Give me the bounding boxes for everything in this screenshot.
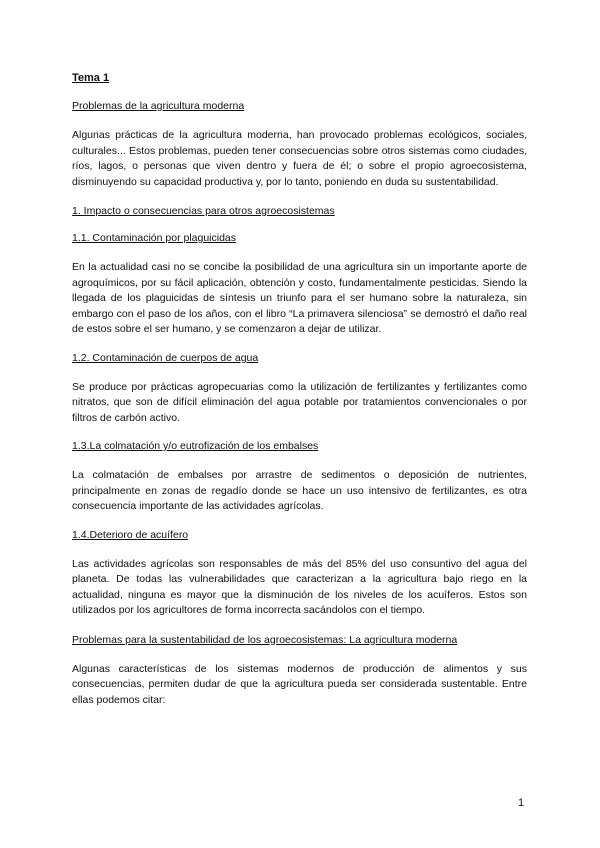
paragraph-1-4: Las actividades agrícolas son responsables de más del 85% del uso consuntivo del agua del planeta. De todas las vulnerabilidades que caracterizan a la agricultura bajo riego en la actualidad, ninguna es mayor que la disminución de los niveles de los acuíferos. Estos son utilizados por los agricultores de forma incorrecta sacándolos con el tiempo.	[72, 557, 527, 616]
heading-1-1: 1.1. Contaminación por plaguicidas	[72, 232, 237, 244]
paragraph-1-3: La colmatación de embalses por arrastre de sedimentos o deposición de nutrientes, principalmente en zonas de regadío donde se hace un uso intensivo de fertilizantes, es otra consecuencia importante de las actividades agrícolas.	[72, 469, 527, 512]
heading-1-3: 1.3.La colmatación y/o eutrofización de los embalses	[72, 440, 319, 452]
section-heading-main: Problemas de la agricultura moderna	[72, 100, 245, 112]
paragraph-1-2: Se produce por prácticas agropecuarias como la utilización de fertilizantes y fertilizantes como nitratos, que son de difícil eliminación del agua potable por tratamientos convencionales o por filtros de carbón activo.	[72, 380, 527, 424]
heading-1: 1. Impacto o consecuencias para otros agroecosistemas	[72, 205, 335, 217]
heading-2: Problemas para la sustentabilidad de los agroecosistemas: La agricultura moderna	[72, 633, 458, 646]
page-number: 1	[518, 797, 525, 809]
heading-1-2: 1.2. Contaminación de cuerpos de agua	[72, 351, 259, 364]
heading-1-4: 1.4.Deterioro de acuífero	[72, 528, 189, 541]
document-page	[72, 72, 527, 708]
paragraph-1-1: En la actualidad casi no se concibe la posibilidad de una agricultura sin un importante aporte de agroquímicos, por su fácil aplicación, obtención y costo, fundamentalmente pesticidas. Siendo la llegada de los plaguicidas de síntesis un triunfo para el ser humano sobre la naturaleza, sin embargo con el paso de los años, con el libro “La primavera silenciosa” se demostró el daño real de estos sobre el ser humano, y se comenzaron a dejar de utilizar.	[72, 261, 527, 335]
document-title: Tema 1	[72, 72, 110, 84]
paragraph-2: Algunas características de los sistemas modernos de producción de alimentos y sus consecuencias, permiten dudar de que la agricultura pueda ser considerada sustentable. Entre ellas podemos citar:	[72, 662, 527, 706]
intro-paragraph: Algunas prácticas de la agricultura moderna, han provocado problemas ecológicos, sociales, culturales... Estos problemas, pueden tener consecuencias sobre otros sistemas como ciudades, ríos, lagos, o personas que viven dentro y fuera de él; o sobre el propio agroecosistema, disminuyendo su capacidad productiva y, por lo tanto, poniendo en duda su sustentabilidad.	[72, 129, 527, 188]
